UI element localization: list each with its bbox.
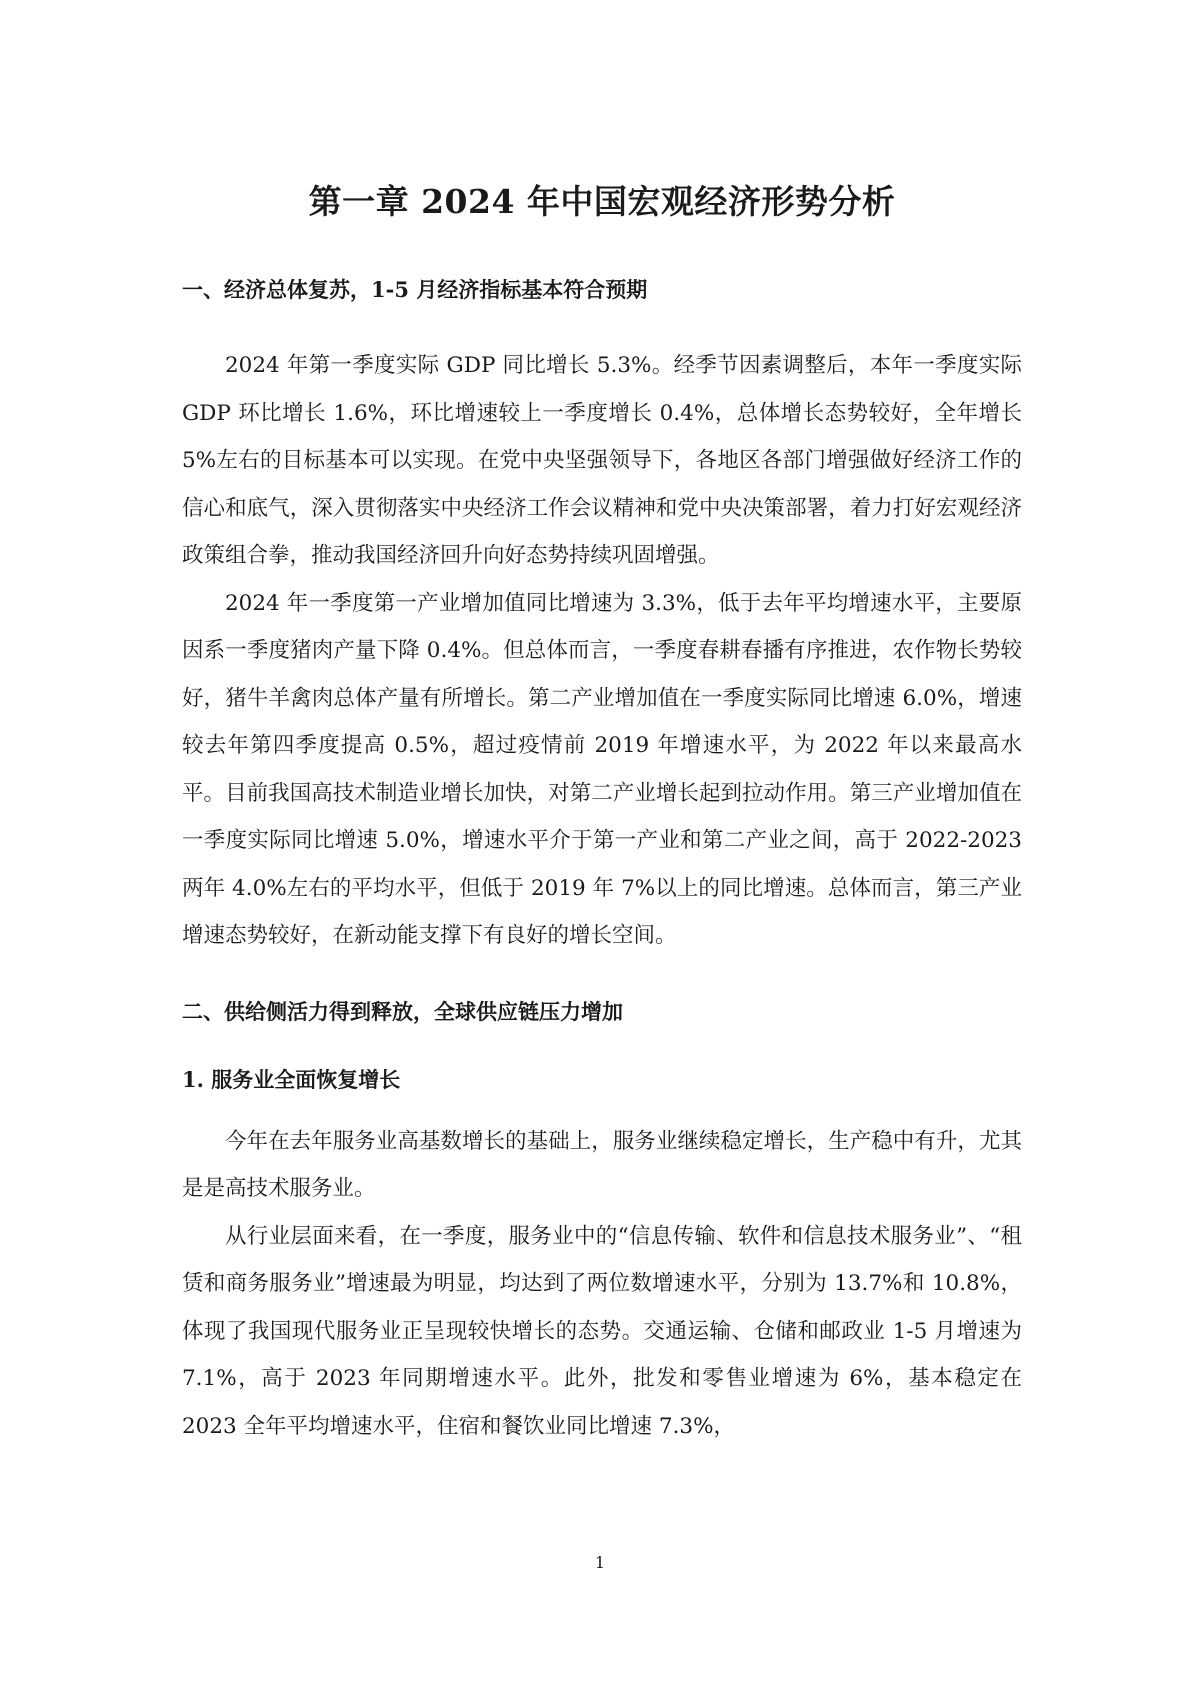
- page-number: 1: [594, 1553, 606, 1572]
- paragraph: 2024 年一季度第一产业增加值同比增速为 3.3%，低于去年平均增速水平，主要原因系一季度猪肉产量下降 0.4%。但总体而言，一季度春耕春播有序推进，农作物长势较好，猪牛羊禽肉总体产量有所增长。第二产业增加值在一季度实际同比增速 6.0%，增速较去年第四季度提高 0.5%，超过疫情前 2019 年增速水平，为 2022 年以来最高水平。目前我国高技术制造业增长加快，对第二产业增长起到拉动作用。第三产业增加值在一季度实际同比增速 5.0%，增速水平介于第一产业和第二产业之间，高于 2022-2023 两年 4.0%左右的平均水平，但低于 2019 年 7%以上的同比增速。总体而言，第三产业增速态势较好，在新动能支撑下有良好的增长空间。: [182, 590, 1022, 948]
- paragraph: 2024 年第一季度实际 GDP 同比增长 5.3%。经季节因素调整后，本年一季度实际 GDP 环比增长 1.6%，环比增速较上一季度增长 0.4%，总体增长态势较好，全年增长 5%左右的目标基本可以实现。在党中央坚强领导下，各地区各部门增强做好经济工作的信心和底气，深入贯彻落实中央经济工作会议精神和党中央决策部署，着力打好宏观经济政策组合拳，推动我国经济回升向好态势持续巩固增强。: [182, 353, 1022, 568]
- section-heading-2: 二、供给侧活力得到释放，全球供应链压力增加: [182, 998, 623, 1024]
- chapter-title: 第一章 2024 年中国宏观经济形势分析: [308, 182, 896, 221]
- paragraph: 从行业层面来看，在一季度，服务业中的“信息传输、软件和信息技术服务业”、“租赁和商务服务业”增速最为明显，均达到了两位数增速水平，分别为 13.7%和 10.8%，体现了我国现代服务业正呈现较快增长的态势。交通运输、仓储和邮政业 1-5 月增速为 7.1%，高于 2023 年同期增速水平。此外，批发和零售业增速为 6%，基本稳定在 2023 全年平均增速水平，住宿和餐饮业同比增速 7.3%，: [182, 1223, 1022, 1439]
- section-heading-1: 一、经济总体复苏，1-5 月经济指标基本符合预期: [182, 277, 648, 302]
- page-content: [182, 180, 1022, 1450]
- subsection-heading: 1. 服务业全面恢复增长: [182, 1066, 401, 1092]
- paragraph: 今年在去年服务业高基数增长的基础上，服务业继续稳定增长，生产稳中有升，尤其是是高技术服务业。: [182, 1128, 1022, 1201]
